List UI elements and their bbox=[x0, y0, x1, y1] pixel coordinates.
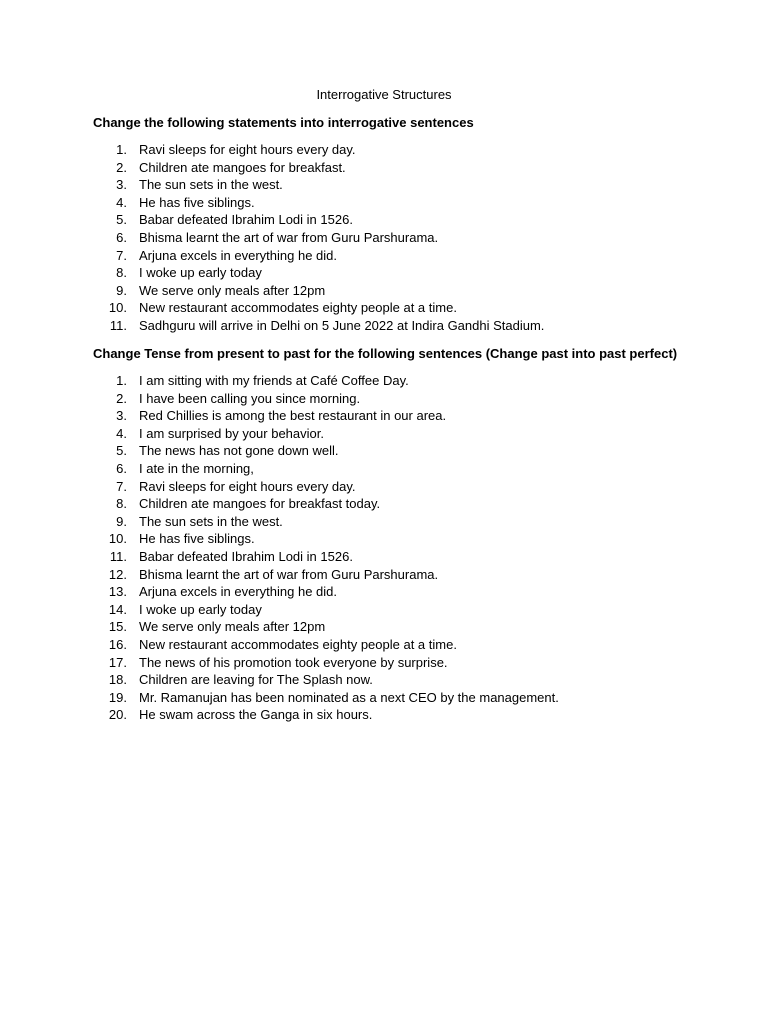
list-item-text: Mr. Ramanujan has been nominated as a next CEO by the management. bbox=[139, 689, 559, 705]
list-item bbox=[0, 460, 768, 478]
list-item bbox=[0, 159, 768, 177]
list-item bbox=[0, 706, 768, 724]
list-item-number: 14. bbox=[108, 601, 127, 617]
list-item bbox=[0, 264, 768, 282]
list-item-text: I have been calling you since morning. bbox=[139, 390, 361, 406]
list-item-number: 1. bbox=[116, 142, 127, 157]
list-item-number: 2. bbox=[116, 159, 127, 175]
list-item-number: 11. bbox=[109, 317, 127, 333]
list-item-text: Babar defeated Ibrahim Lodi in 1526. bbox=[139, 548, 353, 564]
list-item bbox=[0, 636, 768, 654]
list-item-number: 9. bbox=[116, 513, 127, 529]
interrogative-exercise-list bbox=[0, 141, 768, 335]
list-item bbox=[0, 513, 768, 531]
list-item-number: 19. bbox=[108, 689, 127, 705]
list-item-text: Sadhguru will arrive in Delhi on 5 June 2022 at Indira Gandhi Stadium. bbox=[139, 317, 545, 333]
list-item bbox=[0, 317, 768, 335]
list-item bbox=[0, 247, 768, 265]
list-item bbox=[0, 425, 768, 443]
list-item bbox=[0, 390, 768, 408]
list-item bbox=[0, 548, 768, 566]
list-item bbox=[0, 141, 768, 159]
list-item-number: 6. bbox=[116, 460, 127, 476]
list-item-number: 16. bbox=[108, 636, 127, 652]
list-item-number: 4. bbox=[116, 425, 127, 441]
list-item-text: Children ate mangoes for breakfast. bbox=[139, 159, 346, 175]
list-item bbox=[0, 583, 768, 601]
list-item bbox=[0, 478, 768, 496]
list-item-number: 6. bbox=[116, 229, 127, 245]
list-item-number: 11. bbox=[109, 548, 127, 564]
list-item-number: 5. bbox=[116, 443, 127, 459]
list-item-text: We serve only meals after 12pm bbox=[139, 619, 326, 635]
list-item-number: 3. bbox=[116, 408, 127, 424]
list-item bbox=[0, 282, 768, 300]
list-item bbox=[0, 671, 768, 689]
list-item-text: Babar defeated Ibrahim Lodi in 1526. bbox=[139, 212, 353, 228]
section-heading-interrogative: Change the following statements into interrogative sentences bbox=[93, 115, 474, 130]
list-item-number: 5. bbox=[116, 212, 127, 228]
list-item-number: 4. bbox=[116, 194, 127, 210]
list-item-number: 20. bbox=[108, 707, 127, 723]
list-item-number: 1. bbox=[116, 373, 127, 388]
list-item-text: The sun sets in the west. bbox=[139, 177, 283, 193]
list-item-text: I woke up early today bbox=[139, 265, 262, 281]
document-title: Interrogative Structures bbox=[316, 87, 452, 102]
list-item-text: Arjuna excels in everything he did. bbox=[139, 247, 338, 263]
list-item bbox=[0, 495, 768, 513]
list-item-text: Children ate mangoes for breakfast today. bbox=[139, 496, 381, 512]
list-item-text: We serve only meals after 12pm bbox=[139, 282, 326, 298]
list-item-text: Bhisma learnt the art of war from Guru Parshurama. bbox=[139, 229, 439, 245]
list-item bbox=[0, 566, 768, 584]
list-item-text: Bhisma learnt the art of war from Guru Parshurama. bbox=[139, 566, 439, 582]
list-item-text: The news of his promotion took everyone by surprise. bbox=[139, 654, 448, 670]
list-item-number: 13. bbox=[108, 584, 127, 600]
list-item bbox=[0, 442, 768, 460]
list-item-text: I am sitting with my friends at Café Coffee Day. bbox=[139, 373, 409, 388]
list-item-text: I woke up early today bbox=[139, 601, 262, 617]
list-item-text: The sun sets in the west. bbox=[139, 513, 283, 529]
list-item bbox=[0, 176, 768, 194]
list-item-text: He swam across the Ganga in six hours. bbox=[139, 707, 373, 723]
list-item-number: 2. bbox=[116, 390, 127, 406]
list-item bbox=[0, 407, 768, 425]
list-item bbox=[0, 211, 768, 229]
list-item-number: 12. bbox=[108, 566, 127, 582]
list-item-text: He has five siblings. bbox=[139, 194, 255, 210]
list-item bbox=[0, 372, 768, 390]
list-item-number: 7. bbox=[116, 247, 127, 263]
list-item-text: I am surprised by your behavior. bbox=[139, 425, 324, 441]
list-item bbox=[0, 618, 768, 636]
list-item bbox=[0, 229, 768, 247]
list-item-text: He has five siblings. bbox=[139, 531, 255, 547]
list-item-number: 9. bbox=[116, 282, 127, 298]
list-item-number: 10. bbox=[108, 531, 127, 547]
list-item-number: 18. bbox=[108, 672, 127, 688]
list-item bbox=[0, 689, 768, 707]
section-heading-tense: Change Tense from present to past for the following sentences (Change past into past perfect) bbox=[93, 346, 678, 361]
list-item-text: Children are leaving for The Splash now. bbox=[139, 672, 373, 688]
list-item-number: 15. bbox=[108, 619, 127, 635]
list-item-text: Arjuna excels in everything he did. bbox=[139, 584, 338, 600]
list-item-text: Ravi sleeps for eight hours every day. bbox=[139, 478, 356, 494]
list-item bbox=[0, 654, 768, 672]
list-item-number: 17. bbox=[108, 654, 127, 670]
list-item-text: I ate in the morning, bbox=[139, 460, 254, 476]
list-item bbox=[0, 194, 768, 212]
list-item-text: New restaurant accommodates eighty people at a time. bbox=[139, 636, 457, 652]
list-item-number: 8. bbox=[116, 265, 127, 281]
list-item bbox=[0, 601, 768, 619]
list-item-text: The news has not gone down well. bbox=[139, 443, 339, 459]
list-item-number: 3. bbox=[116, 177, 127, 193]
list-item-number: 8. bbox=[116, 496, 127, 512]
list-item bbox=[0, 530, 768, 548]
list-item-text: Red Chillies is among the best restaurant in our area. bbox=[139, 408, 447, 424]
list-item-number: 10. bbox=[108, 300, 127, 316]
list-item-number: 7. bbox=[116, 478, 127, 494]
list-item-text: New restaurant accommodates eighty people at a time. bbox=[139, 300, 457, 316]
list-item-text: Ravi sleeps for eight hours every day. bbox=[139, 142, 356, 157]
tense-exercise-list bbox=[0, 372, 768, 724]
list-item bbox=[0, 299, 768, 317]
